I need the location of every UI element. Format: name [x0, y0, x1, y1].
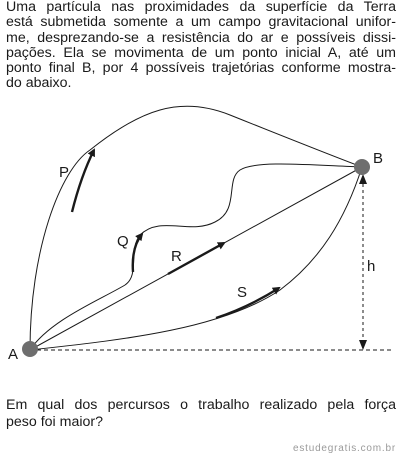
question-text	[6, 397, 396, 430]
path-q-arrow	[133, 234, 142, 272]
point-b-marker	[354, 159, 370, 175]
height-label: h	[367, 258, 376, 275]
point-b-label: B	[373, 150, 384, 167]
statement-line-6: do abaixo.	[6, 75, 72, 92]
path-q-label: Q	[117, 233, 129, 250]
statement-line-2: está submetida somente a um campo gravitacional unifor-	[6, 14, 396, 31]
statement-line-4: pações. Ela se movimenta de um ponto inicial A, até um	[6, 44, 396, 61]
height-arrow-top	[359, 174, 367, 184]
point-a-label: A	[8, 346, 19, 363]
question-line-2: peso foi maior?	[6, 413, 103, 430]
path-p	[30, 106, 362, 350]
point-a-marker	[22, 341, 38, 357]
statement-line-1: Uma partícula nas proximidades da superfície da Terra	[6, 0, 396, 15]
path-s-arrow	[216, 288, 279, 318]
statement-line-3: me, desprezando-se a resistência do ar e possíveis dissi-	[6, 29, 396, 46]
path-s-label: S	[237, 284, 248, 301]
statement-line-5: ponto final B, por 4 possíveis trajetórias conforme mostra-	[6, 60, 396, 77]
path-r-label: R	[171, 248, 182, 265]
question-line-1: Em qual dos percursos o trabalho realizado pela força	[6, 397, 396, 413]
path-p-label: P	[59, 164, 70, 181]
source-watermark: estudegratis.com.br	[292, 443, 396, 454]
path-p-arrow	[72, 150, 94, 212]
height-arrow-bottom	[359, 340, 367, 350]
